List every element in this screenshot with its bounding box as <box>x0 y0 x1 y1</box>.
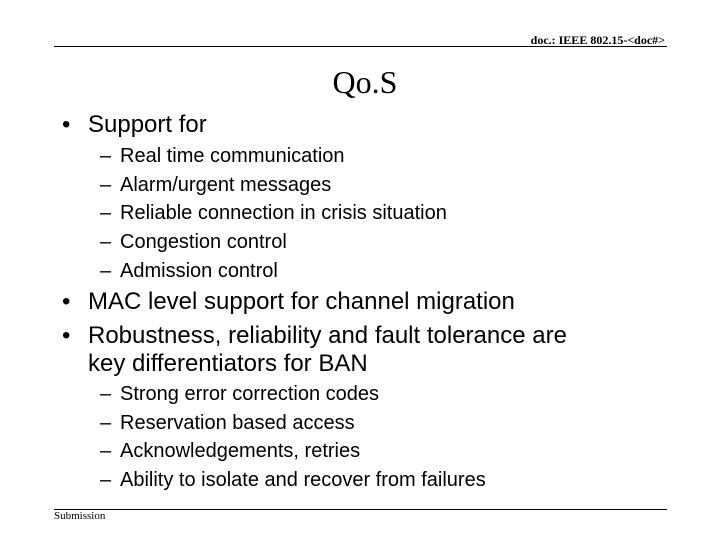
dash-marker: – <box>100 469 112 492</box>
bullet-support-for <box>62 111 207 139</box>
list-item <box>100 466 486 495</box>
dash-marker: – <box>100 383 112 405</box>
list-item <box>100 380 486 409</box>
dash-marker: – <box>100 440 112 463</box>
bullet-mac-level <box>62 288 515 316</box>
dash-marker: – <box>100 411 112 434</box>
dash-marker: – <box>100 173 112 196</box>
list-item-text: Reservation based access <box>120 411 355 434</box>
bullet-marker: • <box>62 288 71 315</box>
dash-marker: – <box>100 145 112 167</box>
footer-submission: Submission <box>54 510 106 522</box>
list-item-text: Ability to isolate and recover from failures <box>120 469 486 492</box>
list-item <box>100 142 447 171</box>
footer-rule <box>54 509 667 510</box>
sub-list-support-for <box>100 142 447 285</box>
list-item-text: Reliable connection in crisis situation <box>120 202 447 225</box>
list-item-text: Congestion control <box>120 231 287 254</box>
bullet-text <box>88 322 567 378</box>
bullet-text-line-1: Robustness, reliability and fault tolerance are <box>88 322 567 349</box>
list-item-text: Real time communication <box>120 145 345 167</box>
header-doc-id: doc.: IEEE 802.15-<doc#> <box>530 33 665 47</box>
list-item <box>100 171 447 200</box>
list-item-text: Acknowledgements, retries <box>120 440 361 463</box>
list-item <box>100 228 447 257</box>
list-item <box>100 409 486 438</box>
bullet-marker: • <box>62 322 71 349</box>
slide-title: Qo.S <box>332 64 398 100</box>
dash-marker: – <box>100 202 112 225</box>
bullet-marker: • <box>62 111 71 138</box>
bullet-text: Support for <box>88 111 207 138</box>
bullet-robustness <box>62 322 567 378</box>
list-item <box>100 257 447 286</box>
header-rule <box>54 46 667 47</box>
list-item <box>100 437 486 466</box>
list-item-text: Alarm/urgent messages <box>120 173 332 196</box>
dash-marker: – <box>100 259 112 282</box>
list-item-text: Admission control <box>120 259 278 282</box>
list-item-text: Strong error correction codes <box>120 383 380 405</box>
list-item <box>100 199 447 228</box>
dash-marker: – <box>100 231 112 254</box>
bullet-text: MAC level support for channel migration <box>88 288 515 315</box>
sub-list-robustness <box>100 380 486 495</box>
bullet-text-line-2: key differentiators for BAN <box>88 350 368 377</box>
